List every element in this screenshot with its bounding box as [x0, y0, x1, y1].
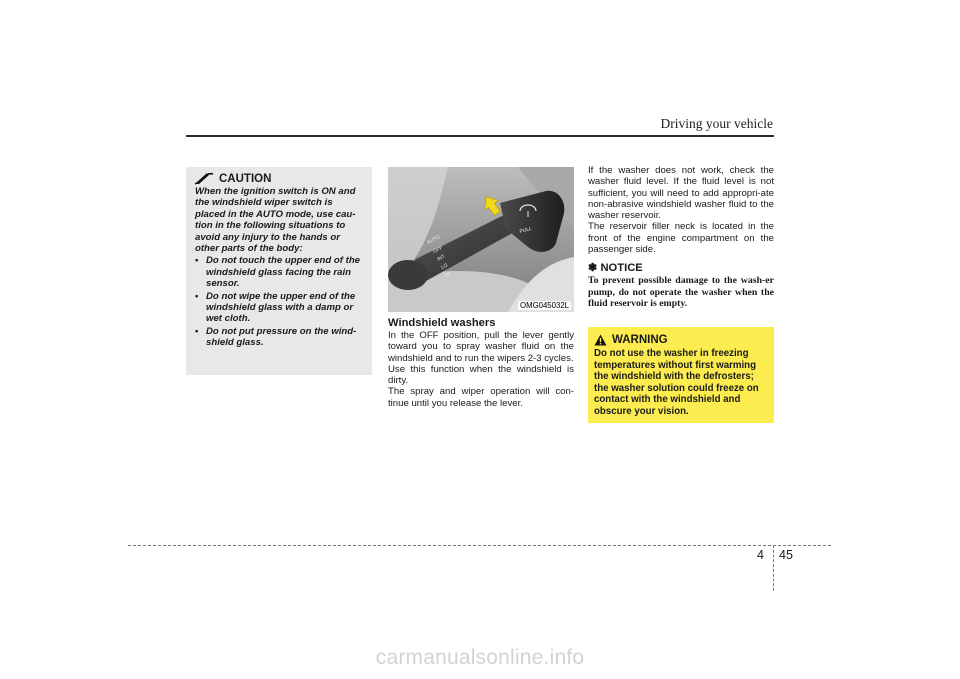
washer-fluid-paragraph: If the washer does not work, check the washer fluid level. If the fluid level is not sufficient, you will need to add appropri-ate non-abrasive windshield washer fluid to the washer reservoir.	[588, 165, 774, 222]
page-chapter: 4	[757, 548, 764, 562]
lever-label-hi: HI	[444, 271, 452, 279]
watermark-text: carmanualsonline.info	[375, 646, 585, 669]
washers-title: Windshield washers	[388, 317, 496, 329]
wiper-lever-illustration	[388, 167, 574, 312]
warning-heading	[594, 334, 768, 346]
caution-item: • Do not wipe the upper end of the windshield glass with a damp or wet cloth.	[195, 291, 365, 325]
warning-body: Do not use the washer in freezing temperatures without first warming the windshield with the defrosters; the washer solution could freeze on contact with the windshield and obscure your vision.	[594, 348, 759, 417]
caution-list	[195, 255, 365, 348]
caution-title: CAUTION	[219, 173, 272, 185]
caution-box	[186, 167, 372, 375]
header-rule	[186, 135, 774, 137]
caution-item: • Do not put pressure on the wind-shield glass.	[195, 326, 365, 349]
caution-item: • Do not touch the upper end of the windshield glass facing the rain sensor.	[195, 255, 365, 289]
wiper-lever-photo	[388, 167, 574, 312]
caution-intro: When the ignition switch is ON and the windshield wiper switch is placed in the AUTO mode, use cau-tion in the following situations to avoid any injury to the hands or other parts of the body:	[195, 186, 356, 255]
washers-section	[388, 317, 574, 409]
lever-label-int: INT	[436, 253, 447, 263]
washers-paragraph: Use this function when the windshield is dirty.	[388, 363, 574, 387]
page-number: 45	[779, 548, 793, 562]
washers-paragraph: The spray and wiper operation will con-tinue until you release the lever.	[388, 386, 574, 409]
pencil-icon	[195, 173, 213, 185]
photo-caption: OMG045032L	[520, 301, 569, 310]
washers-paragraph: In the OFF position, pull the lever gently toward you to spray washer fluid on the windshield and to run the wipers 2-3 cycles.	[388, 330, 574, 364]
lever-label-off: OFF	[432, 245, 444, 255]
footer-rule	[128, 545, 831, 546]
washer-fluid-paragraph: The reservoir filler neck is located in the front of the engine compartment on the passenger side.	[588, 221, 774, 256]
caution-heading	[195, 173, 365, 185]
notice-body: To prevent possible damage to the wash-er pump, do not operate the washer when the fluid reservoir is empty.	[588, 275, 774, 310]
warning-box	[588, 327, 774, 423]
warning-triangle-icon	[594, 334, 607, 346]
lever-label-lo: LO	[440, 262, 449, 271]
lever-label-auto: AUTO	[426, 234, 442, 246]
notice-title: ✽ NOTICE	[588, 262, 643, 275]
section-header-title: Driving your vehicle	[660, 116, 773, 131]
washer-fluid-section	[588, 165, 774, 310]
warning-title: WARNING	[612, 334, 668, 346]
lever-label-pull: PULL	[518, 225, 533, 235]
footer-vertical-rule	[773, 545, 774, 591]
